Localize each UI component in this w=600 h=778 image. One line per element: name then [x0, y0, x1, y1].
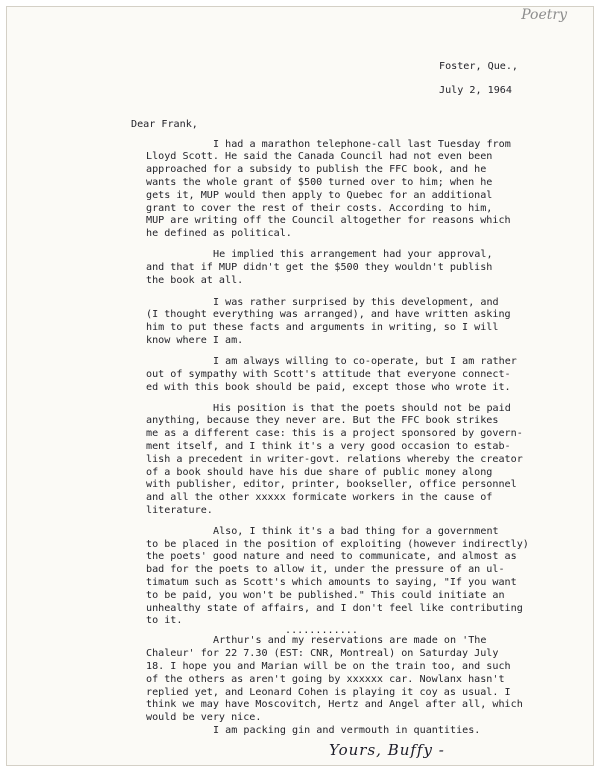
body-line: out of sympathy with Scott's attitude that everyone connect-: [146, 369, 511, 380]
body-line: with publisher, editor, printer, bookseller, office personnel: [146, 479, 517, 490]
body-line: 18. I hope you and Marian will be on the train too, and such: [146, 661, 511, 672]
separator-dots: ............: [285, 625, 358, 636]
body-line: wants the whole grant of $500 turned over to him; when he: [146, 177, 493, 188]
body-line: approached for a subsidy to publish the FFC book, and he: [146, 164, 487, 175]
body-line: I was rather surprised by this development, and: [213, 297, 499, 308]
body-line: unhealthy state of affairs, and I don't feel like contributing: [146, 603, 523, 614]
body-line: him to put these facts and arguments in writing, so I will: [146, 322, 499, 333]
handwritten-signature: Yours, Buffy -: [329, 741, 445, 759]
body-line: to be placed in the position of exploiting (however indirectly): [146, 539, 529, 550]
pencil-note: Poetry: [521, 7, 567, 23]
body-line: Also, I think it's a bad thing for a government: [213, 526, 499, 537]
body-line: and that if MUP didn't get the $500 they wouldn't publish: [146, 262, 493, 273]
body-line: literature.: [146, 505, 213, 516]
body-line: Arthur's and my reservations are made on 'The: [213, 635, 487, 646]
body-line: me as a different case: this is a project sponsored by govern-: [146, 428, 523, 439]
body-line: I had a marathon telephone-call last Tuesday from: [213, 139, 511, 150]
body-line: think we may have Moscovitch, Hertz and Angel after all, which: [146, 699, 523, 710]
body-line: ment itself, and I think it's a very good occasion to estab-: [146, 441, 511, 452]
body-line: replied yet, and Leonard Cohen is playing it coy as usual. I: [146, 687, 511, 698]
body-line: bad for the poets to allow it, under the pressure of an ul-: [146, 564, 505, 575]
body-line: ed with this book should be paid, except those who wrote it.: [146, 382, 511, 393]
body-line: timatum such as Scott's which amounts to saying, "If you want: [146, 577, 517, 588]
date-line: July 2, 1964: [439, 85, 512, 96]
body-line: His position is that the poets should not be paid: [213, 403, 511, 414]
letter-page: [6, 6, 594, 766]
body-line: He implied this arrangement had your approval,: [213, 249, 493, 260]
body-line: I am always willing to co-operate, but I am rather: [213, 356, 517, 367]
body-line: anything, because they never are. But the FFC book strikes: [146, 415, 499, 426]
body-line: the book at all.: [146, 275, 244, 286]
body-line: to it.: [146, 615, 183, 626]
body-line: Lloyd Scott. He said the Canada Council had not even been: [146, 151, 493, 162]
body-line: lish a precedent in writer-govt. relations whereby the creator: [146, 454, 523, 465]
body-line: and all the other xxxxx formicate workers in the cause of: [146, 492, 493, 503]
place-line: Foster, Que.,: [439, 61, 519, 72]
body-line: the poets' good nature and need to communicate, and almost as: [146, 551, 517, 562]
body-line: to be paid, you won't be published." This could initiate an: [146, 590, 505, 601]
salutation: Dear Frank,: [131, 119, 198, 130]
body-line: know where I am.: [146, 335, 244, 346]
body-line: Chaleur' for 22 7.30 (EST: CNR, Montreal) on Saturday July: [146, 648, 499, 659]
body-line: of the others as aren't going by xxxxxx car. Nowlanx hasn't: [146, 674, 505, 685]
body-line: of a book should have his due share of public money along: [146, 467, 493, 478]
body-line: he defined as political.: [146, 228, 292, 239]
body-line: (I thought everything was arranged), and have written asking: [146, 309, 511, 320]
body-line: MUP are writing off the Council altogether for reasons which: [146, 215, 511, 226]
closing-line: I am packing gin and vermouth in quantities.: [213, 725, 481, 736]
body-line: gets it, MUP would then apply to Quebec for an additional: [146, 190, 493, 201]
body-line: grant to cover the rest of their costs. According to him,: [146, 203, 493, 214]
body-line: would be very nice.: [146, 712, 262, 723]
